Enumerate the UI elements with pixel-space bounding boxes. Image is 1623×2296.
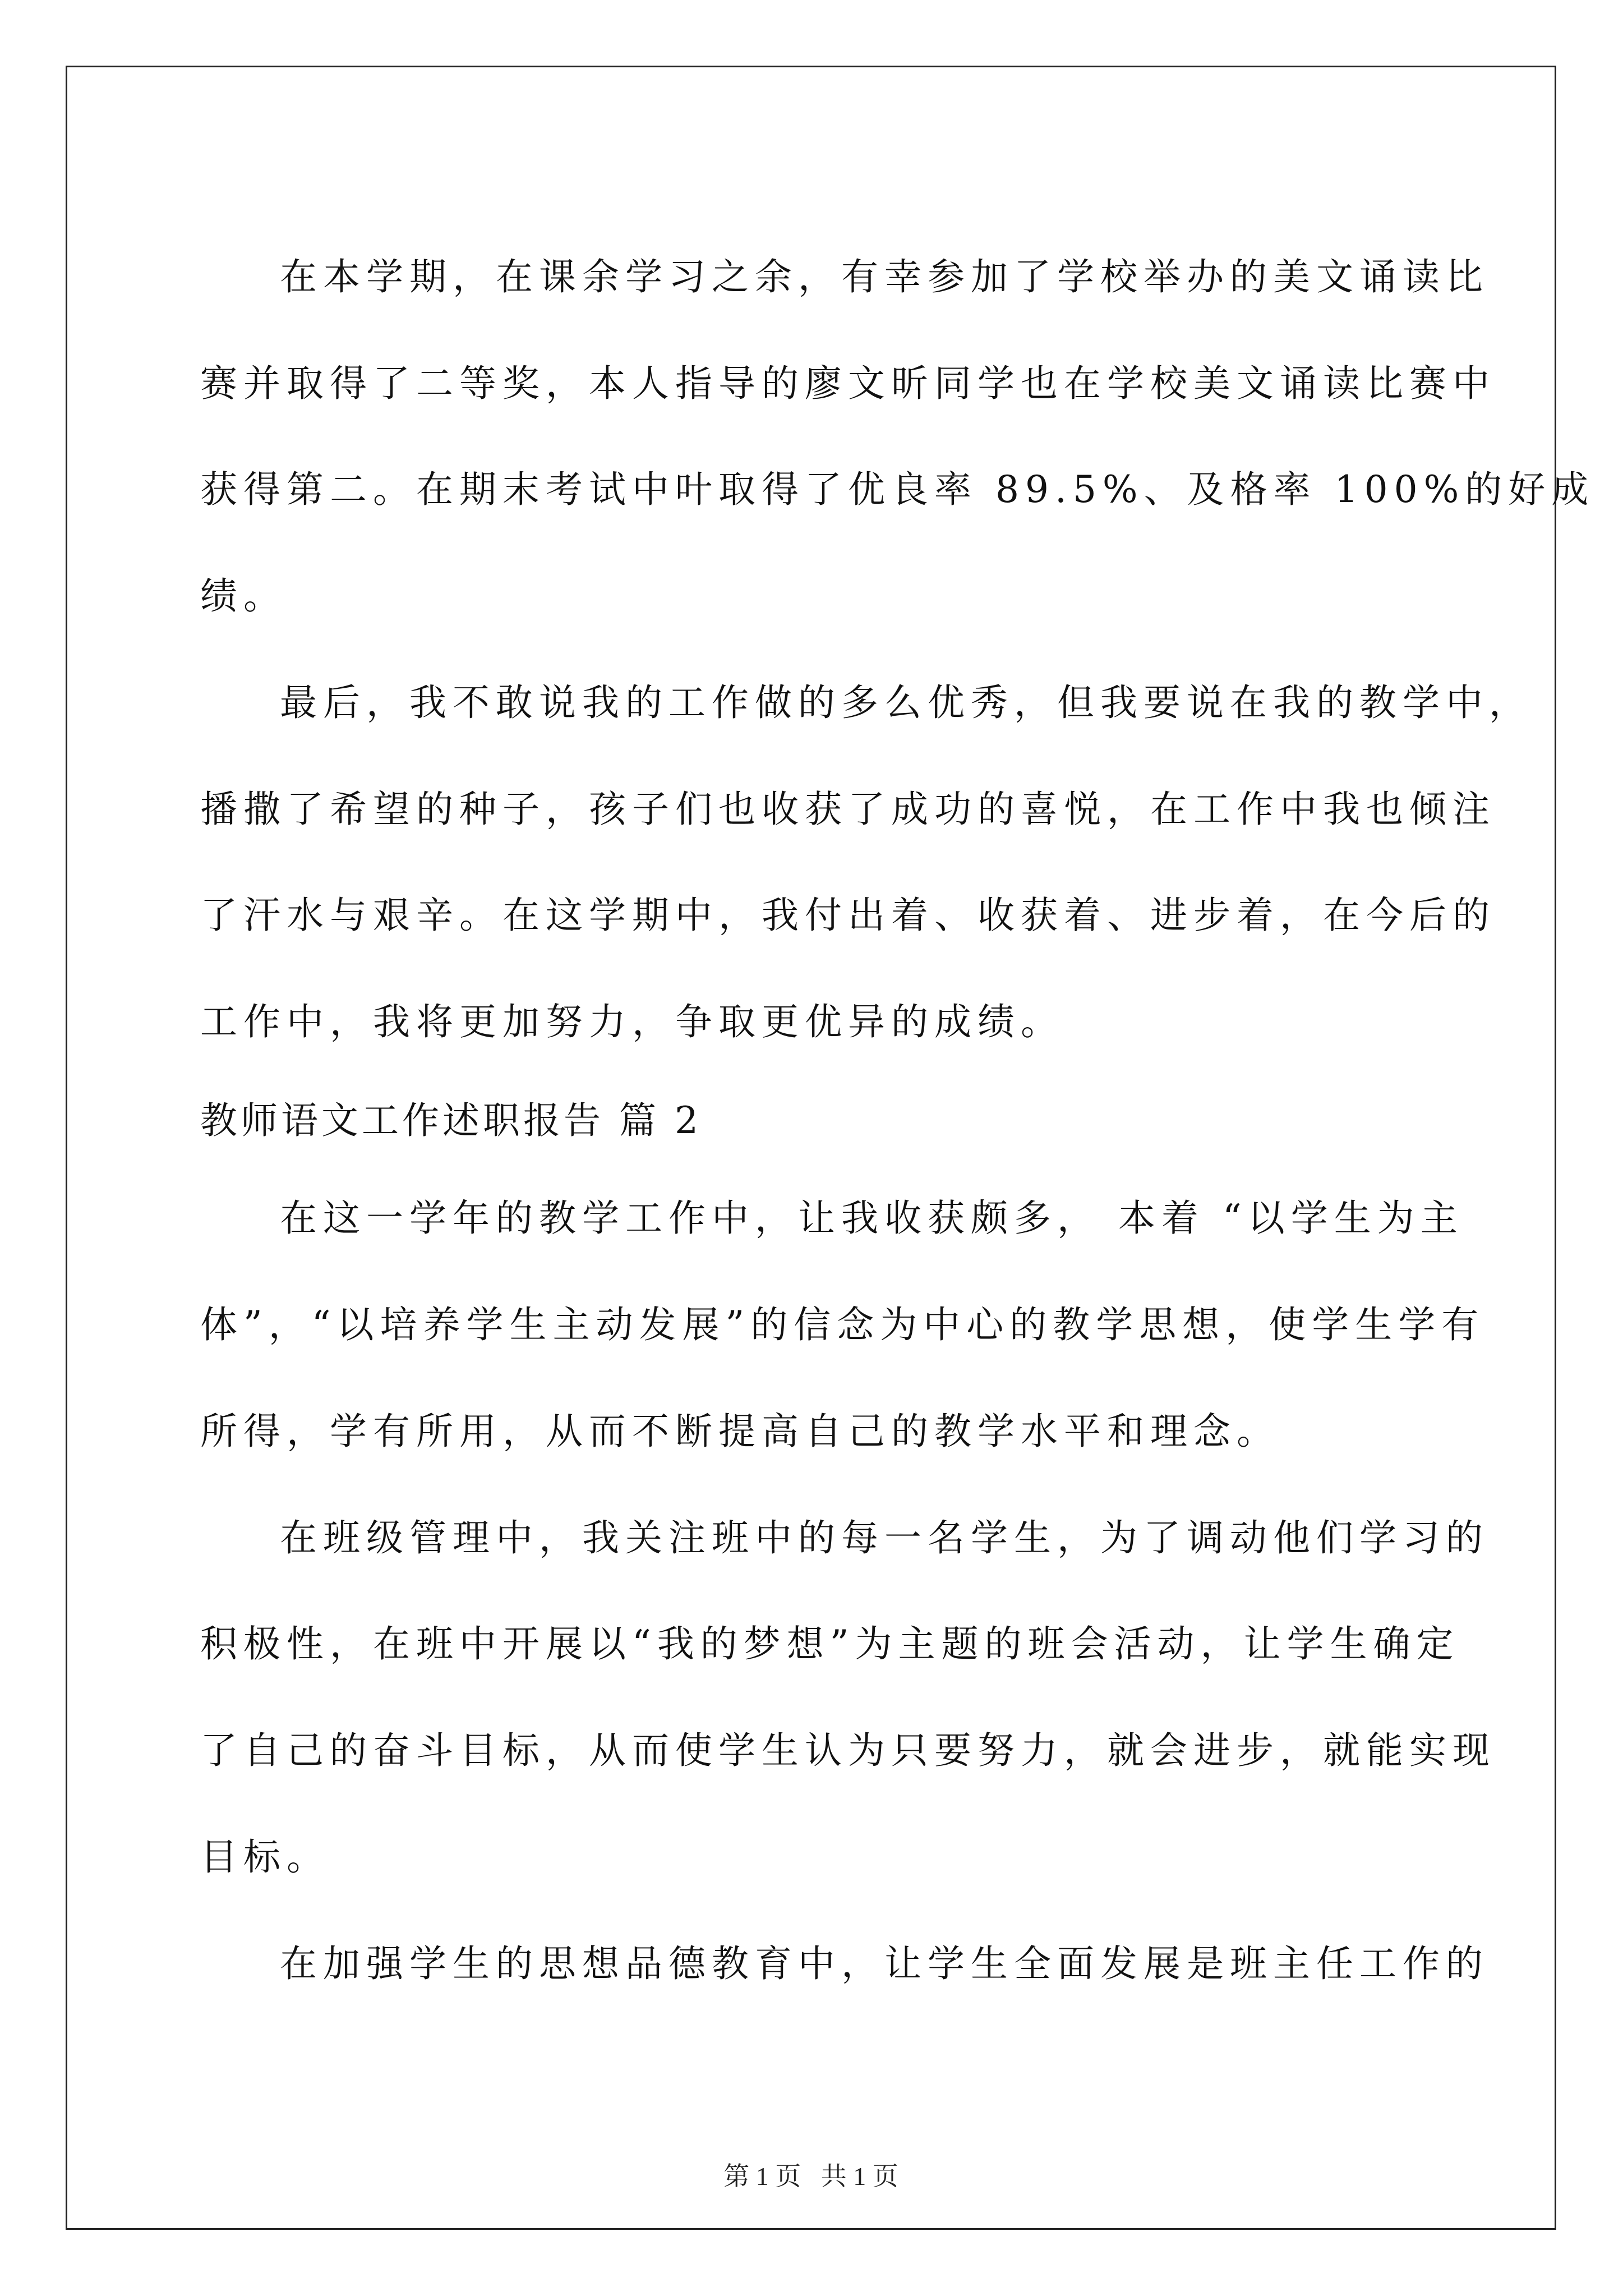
paragraph-line: 获得第二。在期末考试中叶取得了优良率 89.5%、及格率 100%的好成 bbox=[200, 468, 1595, 511]
paragraph-line: 工作中，我将更加努力，争取更优异的成绩。 bbox=[200, 1000, 1064, 1043]
paragraph-line: 在班级管理中，我关注班中的每一名学生，为了调动他们学习的 bbox=[280, 1516, 1489, 1559]
document-body bbox=[200, 67, 1595, 2115]
paragraph-line: 目标。 bbox=[200, 1835, 330, 1879]
paragraph-line: 绩。 bbox=[200, 574, 287, 618]
page-footer bbox=[67, 2160, 1555, 2193]
paragraph-line: 体”，“以培养学生主动发展”的信念为中心的教学思想，使学生学有 bbox=[200, 1303, 1485, 1346]
paragraph-line: 了汗水与艰辛。在这学期中，我付出着、收获着、进步着，在今后的 bbox=[200, 894, 1496, 937]
page-number-total: 共 1 页 bbox=[820, 2162, 898, 2191]
page-border bbox=[66, 66, 1595, 2230]
paragraph-line: 所得，学有所用，从而不断提高自己的教学水平和理念。 bbox=[200, 1410, 1280, 1453]
paragraph-line: 在这一学年的教学工作中，让我收获颇多， 本着 “以学生为主 bbox=[280, 1197, 1464, 1240]
paragraph-line: 积极性，在班中开展以“我的梦想”为主题的班会活动，让学生确定 bbox=[200, 1622, 1460, 1665]
paragraph-line: 在加强学生的思想品德教育中，让学生全面发展是班主任工作的 bbox=[280, 1942, 1489, 1985]
paragraph-line: 赛并取得了二等奖，本人指导的廖文昕同学也在学校美文诵读比赛中 bbox=[200, 362, 1496, 405]
paragraph-line: 最后，我不敢说我的工作做的多么优秀，但我要说在我的教学中， bbox=[280, 681, 1532, 724]
paragraph-line: 了自己的奋斗目标，从而使学生认为只要努力，就会进步，就能实现 bbox=[200, 1729, 1496, 1772]
paragraph-line: 播撒了希望的种子，孩子们也收获了成功的喜悦，在工作中我也倾注 bbox=[200, 788, 1496, 831]
page-number-current: 第 1 页 bbox=[723, 2162, 801, 2191]
paragraph-line: 在本学期，在课余学习之余，有幸参加了学校举办的美文诵读比 bbox=[280, 255, 1489, 298]
section-title: 教师语文工作述职报告 篇 2 bbox=[200, 1099, 702, 1142]
